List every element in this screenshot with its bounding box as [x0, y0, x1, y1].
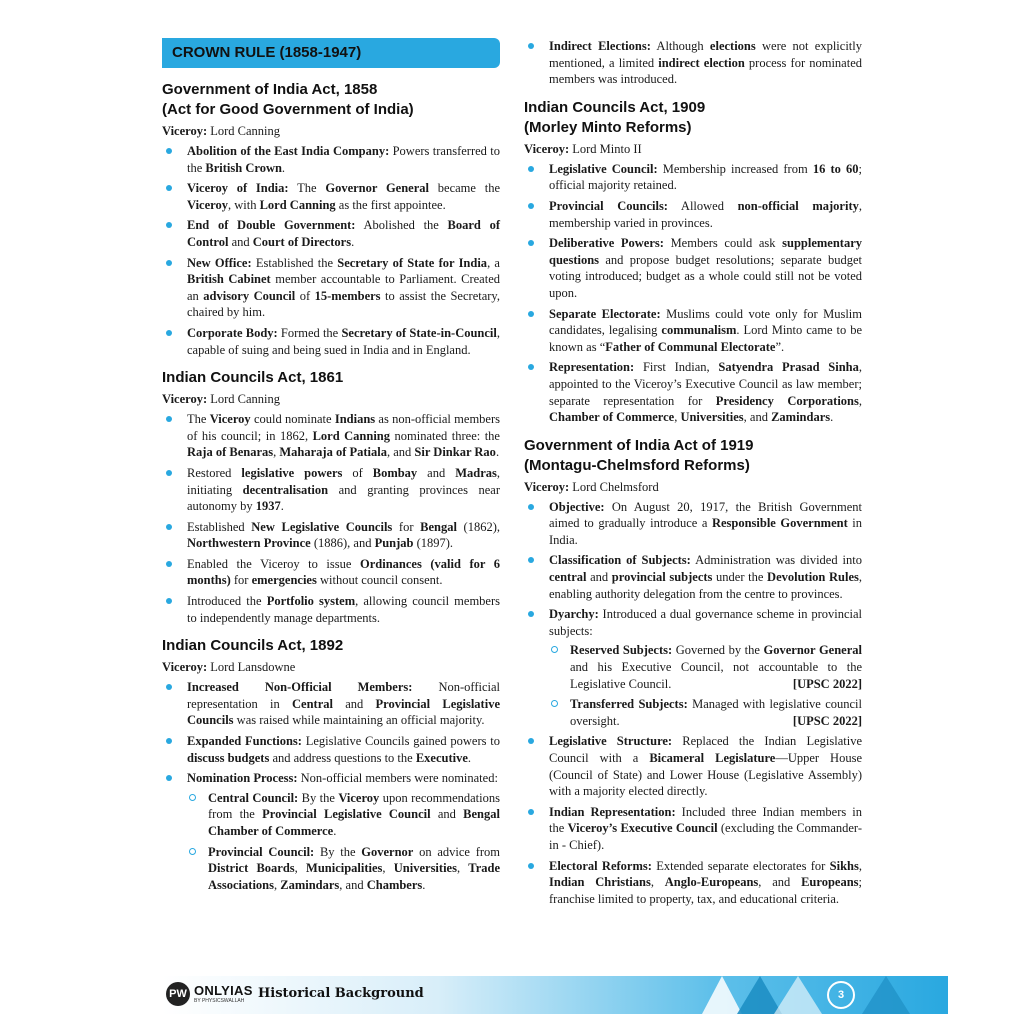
act-1919-section — [524, 436, 862, 908]
bullet-list — [162, 679, 500, 893]
list-item: The Viceroy could nominate Indians as non-official members of his council; in 1862, Lord Canning nominated three: the Raja of Benaras, Maharaja of Patiala, and Sir Dinkar Rao. — [162, 411, 500, 461]
act-1919-title: Government of India Act of 1919 (Montagu-Chelmsford Reforms) — [524, 436, 754, 474]
list-item: Restored legislative powers of Bombay and Madras, initiating decentralisation and granting provinces near autonomy by 1937. — [162, 465, 500, 515]
list-item: Dyarchy: Introduced a dual governance scheme in provincial subjects: Reserved Subjects: Governed by the Governor General and his Executive Council, not accountable to the Legislative Council. [UPSC 2022] Transferred Subjects: Managed with legislative council oversight. [UPSC 2022] — [524, 606, 862, 729]
sub-list-item: Reserved Subjects: Governed by the Governor General and his Executive Council, not accountable to the Legislative Council. [UPSC 2022] — [549, 642, 862, 692]
sub-list-item: Transferred Subjects: Managed with legislative council oversight. [UPSC 2022] — [549, 696, 862, 729]
section-banner: CROWN RULE (1858-1947) — [162, 38, 500, 68]
act-1909-title: Indian Councils Act, 1909 (Morley Minto Reforms) — [524, 98, 706, 136]
viceroy-line: Viceroy: Lord Chelmsford — [524, 479, 659, 494]
list-item: End of Double Government: Abolished the Board of Control and Court of Directors. — [162, 217, 500, 250]
list-item: Representation: First Indian, Satyendra Prasad Sinha, appointed to the Viceroy’s Executive Council as law member; separate representation for Presidency Corporations, Chamber of Commerce, Universities, and Zamindars. — [524, 359, 862, 425]
bullet-list — [162, 143, 500, 358]
act-1858-section — [162, 80, 500, 358]
left-column — [162, 38, 500, 903]
viceroy-line: Viceroy: Lord Minto II — [524, 141, 642, 156]
list-item: Objective: On August 20, 1917, the British Government aimed to gradually introduce a Responsible Government in India. — [524, 499, 862, 549]
list-item: Abolition of the East India Company: Powers transferred to the British Crown. — [162, 143, 500, 176]
list-item: Provincial Councils: Allowed non-official majority, membership varied in provinces. — [524, 198, 862, 231]
viceroy-line: Viceroy: Lord Lansdowne — [162, 660, 296, 675]
list-item: Enabled the Viceroy to issue Ordinances (valid for 6 months) for emergencies without council consent. — [162, 556, 500, 589]
list-item: Indirect Elections: Although elections were not explicitly mentioned, a limited indirect election process for nominated members was introduced. — [524, 38, 862, 88]
brand-logo-icon: PW — [166, 982, 190, 1006]
list-item: Classification of Subjects: Administration was divided into central and provincial subjects under the Devolution Rules, enabling authority delegation from the centre to provinces. — [524, 552, 862, 602]
bullet-list — [162, 411, 500, 626]
page-number: 3 — [827, 981, 855, 1009]
list-item: Corporate Body: Formed the Secretary of State-in-Council, capable of suing and being sued in India and in England. — [162, 325, 500, 358]
list-item: Electoral Reforms: Extended separate electorates for Sikhs, Indian Christians, Anglo-Europeans, and Europeans; franchise limited to property, tax, and educational criteria. — [524, 858, 862, 908]
sub-list — [549, 642, 862, 729]
viceroy-line: Viceroy: Lord Canning — [162, 392, 281, 407]
act-1909-section — [524, 98, 862, 426]
brand-name: ONLYIAS — [194, 983, 253, 998]
list-item: Indian Representation: Included three Indian members in the Viceroy’s Executive Council (excluding the Commander- in - Chief). — [524, 804, 862, 854]
list-item: Introduced the Portfolio system, allowing council members to independently manage departments. — [162, 593, 500, 626]
list-item: Increased Non-Official Members: Non-official representation in Central and Provincial Legislative Councils was raised while maintaining an official majority. — [162, 679, 500, 729]
sub-list-item: Central Council: By the Viceroy upon recommendations from the Provincial Legislative Council and Bengal Chamber of Commerce. — [187, 790, 500, 840]
act-1861-section — [162, 368, 500, 626]
list-item: Viceroy of India: The Governor General became the Viceroy, with Lord Canning as the first appointee. — [162, 180, 500, 213]
right-column — [524, 38, 862, 917]
bullet-list — [524, 38, 862, 88]
brand-subtitle: BY PHYSICSWALLAH — [194, 998, 245, 1004]
upsc-tag: [UPSC 2022] — [792, 713, 862, 728]
list-item: Legislative Council: Membership increased from 16 to 60; official majority retained. — [524, 161, 862, 194]
act-1861-title: Indian Councils Act, 1861 — [162, 369, 344, 387]
list-item: Separate Electorate: Muslims could vote only for Muslim candidates, legalising communalism. Lord Minto came to be known as “Father of Communal Electorate”. — [524, 306, 862, 356]
act-1858-title: Government of India Act, 1858 (Act for Good Government of India) — [162, 81, 414, 118]
list-item: Legislative Structure: Replaced the Indian Legislative Council with a Bicameral Legislature—Upper House (Council of State) and Lower House (Legislative Assembly) with a majority elected directly. — [524, 733, 862, 799]
viceroy-line: Viceroy: Lord Canning — [162, 124, 281, 138]
list-item: Expanded Functions: Legislative Councils gained powers to discuss budgets and address questions to the Executive. — [162, 733, 500, 766]
list-item: New Office: Established the Secretary of State for India, a British Cabinet member accountable to Parliament. Created an advisory Council of 15-members to assist the Secretary, chaired by him. — [162, 255, 500, 321]
upsc-tag: [UPSC 2022] — [792, 676, 862, 691]
bullet-list — [524, 161, 862, 426]
act-1892-title: Indian Councils Act, 1892 — [162, 637, 344, 655]
sub-list — [187, 790, 500, 894]
list-item: Nomination Process: Non-official members were nominated: Central Council: By the Viceroy upon recommendations from the Provincial Legislative Council and Bengal Chamber of Commerce. Provincial Council: By the Governor on advice from District Boards, Municipalities, Universities, Trade Associations, Zamindars, and Chambers. — [162, 770, 500, 893]
bullet-list — [524, 499, 862, 908]
footer-title: Historical Background — [258, 986, 424, 1001]
act-1892-continued — [524, 38, 862, 88]
list-item: Established New Legislative Councils for Bengal (1862), Northwestern Province (1886), and Punjab (1897). — [162, 519, 500, 552]
page-footer — [162, 972, 948, 1016]
list-item: Deliberative Powers: Members could ask supplementary questions and propose budget resolutions; separate budget voting introduced; budget as a whole could still not be voted upon. — [524, 235, 862, 301]
act-1892-section — [162, 636, 500, 893]
sub-list-item: Provincial Council: By the Governor on advice from District Boards, Municipalities, Universities, Trade Associations, Zamindars, and Chambers. — [187, 844, 500, 894]
